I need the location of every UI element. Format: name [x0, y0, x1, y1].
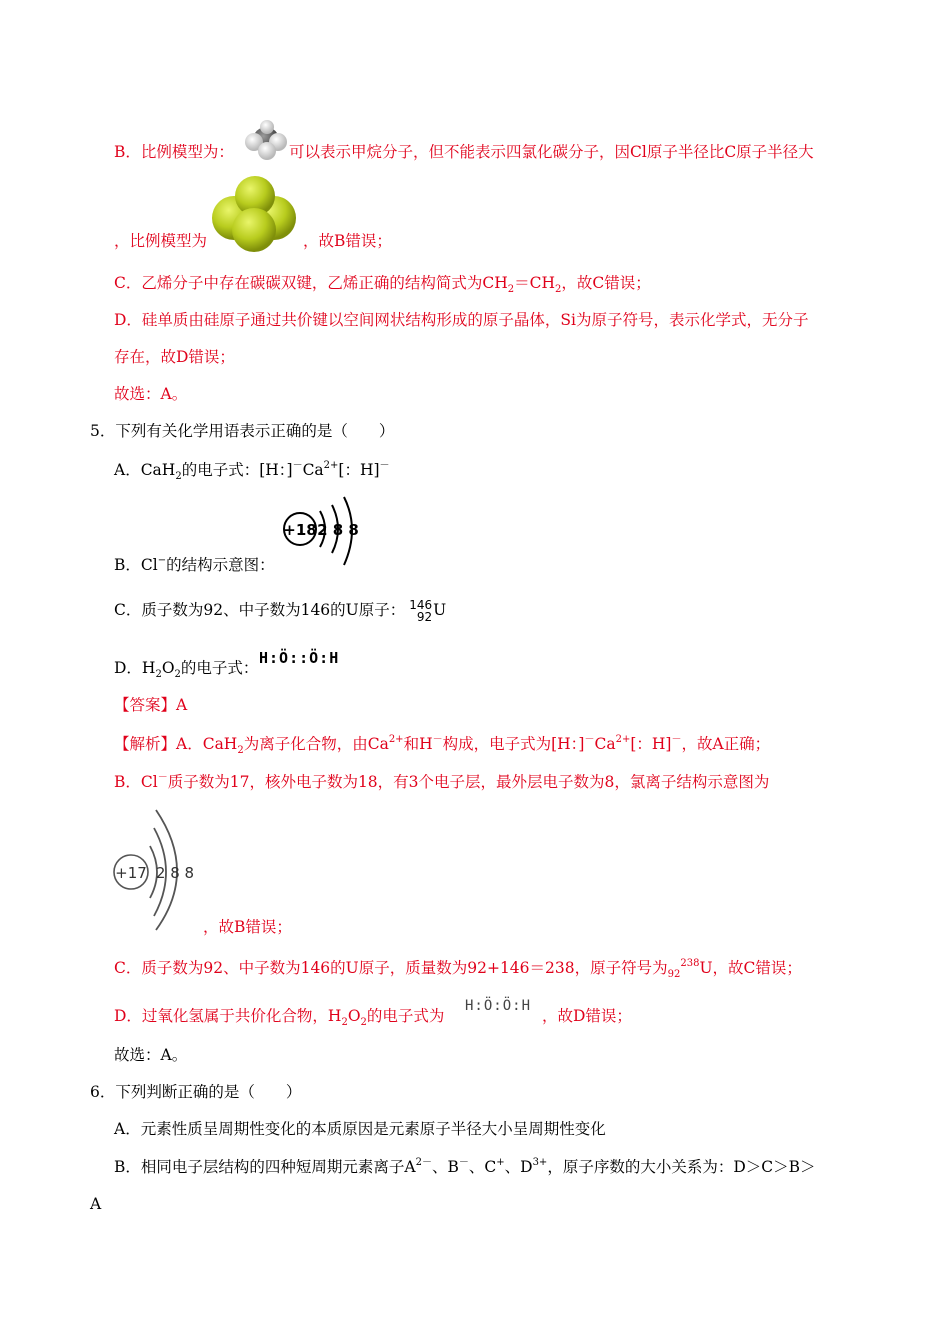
shell-electron-counts: 2 8 8 [155, 864, 195, 882]
q5-analysis-d: D．过氧化氢属于共价化合物，$H_2O_2$的电子式为 [114, 1007, 445, 1028]
h2o2-electron-formula-option-d: H:Ö::Ö:H [259, 649, 340, 667]
q4-option-d-line2: 存在，故D错误； [114, 348, 235, 366]
q5-stem: 5．下列有关化学用语表示正确的是（ ） [90, 422, 395, 440]
q5-option-a: A．CaH$_2$的电子式：[H：]$^-Ca^{2+}$[：H]－ [114, 460, 390, 482]
h2o2-electron-formula-analysis: H:Ö:Ö:H [465, 998, 532, 1014]
q4-option-b-line1: B．比例模型为： [114, 143, 234, 161]
q5-option-c: C．质子数为92、中子数为146的U原子： 146 92 U [114, 598, 447, 624]
q4-option-d-line1: D．硅单质由硅原子通过共价键以空间网状结构形成的原子晶体，Si为原子符号，表示化学式，无分子 [114, 311, 809, 329]
q5-option-b: B．Cl−的结构示意图： [114, 555, 275, 574]
q5-answer: 【答案】A [114, 696, 188, 714]
q6-option-b: B．相同电子层结构的四种短周期元素离子$A^{2-}$、B－、C+、$D^{3+}$，原子序数的大小关系为：D＞C＞B＞ [114, 1157, 816, 1176]
q4-conclusion: 故选：A。 [114, 385, 188, 403]
nucleus-label: +18 [283, 521, 317, 539]
q4-option-b-line2-suffix: ，故B错误； [303, 232, 392, 250]
cl-ion-structure-diagram-option-b [280, 495, 370, 571]
cl-ion-structure-diagram-analysis [110, 806, 205, 932]
nucleus-label: +17 [115, 864, 147, 882]
q4-option-c: C．乙烯分子中存在碳碳双键，乙烯正确的结构简式为$CH_2=CH_2$，故C错误； [114, 274, 651, 295]
q4-option-b-line2-prefix: ，比例模型为 [114, 232, 208, 250]
q5-analysis-a: 【解析】A．CaH$_2$为离子化合物，由$Ca^{2+}$和H－构成，电子式为[H：]$^-Ca^{2+}$[：H]－，故A正确； [114, 734, 771, 756]
shell-electron-counts: 2 8 8 [317, 521, 359, 539]
q5-option-d: D．$H_2O_2$的电子式： [114, 659, 259, 680]
q5-analysis-b: B．Cl－质子数为17，核外电子数为18，有3个电子层，最外层电子数为8，氯离子结构示意图为 [114, 772, 770, 791]
q6-option-a: A．元素性质呈周期性变化的本质原因是元素原子半径大小呈周期性变化 [114, 1120, 606, 1138]
q6-option-b-wrap: A [90, 1195, 102, 1213]
q4-option-b-line1-rest: 可以表示甲烷分子，但不能表示四氯化碳分子，因Cl原子半径比C原子半径大 [289, 143, 814, 161]
q5-conclusion: 故选：A。 [114, 1046, 188, 1064]
q5-analysis-c: C．质子数为92、中子数为146的U原子，质量数为92+146＝238，原子符号为$_{92}^{238}$U，故C错误； [114, 958, 802, 980]
ccl4-space-filling-model [210, 174, 300, 254]
q5-analysis-b-suffix: ，故B错误； [203, 918, 292, 936]
methane-space-filling-model [243, 118, 289, 162]
nuclide-notation: 146 92 [409, 598, 433, 624]
q5-analysis-d-suffix: ，故D错误； [542, 1007, 632, 1025]
q6-stem: 6．下列判断正确的是（ ） [90, 1083, 302, 1101]
